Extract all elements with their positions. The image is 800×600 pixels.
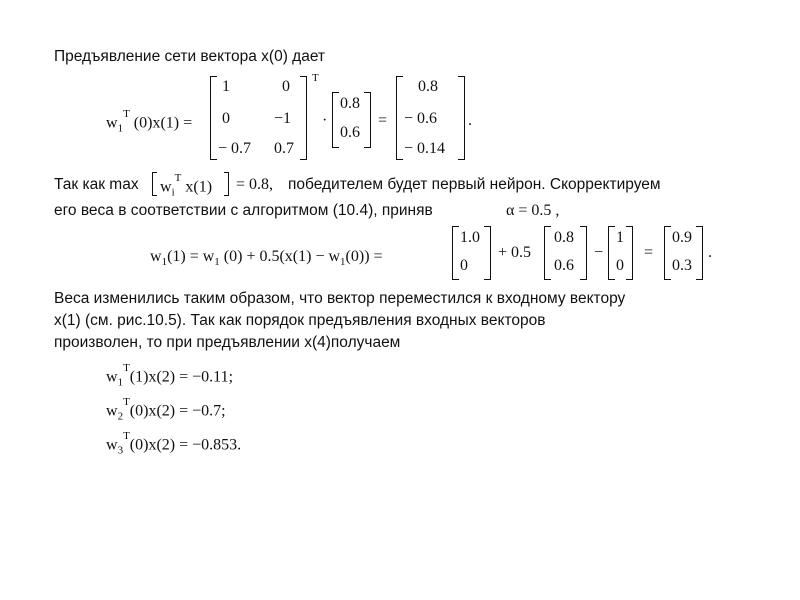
matrix-a-cell: − 0.7	[218, 140, 252, 157]
v2-left-bracket	[544, 226, 551, 280]
max-right-bracket	[224, 172, 229, 196]
v4-cell: 0.9	[672, 229, 692, 246]
vector-x-cell: 0.8	[340, 95, 360, 112]
paragraph-line: произволен, то при предъявлении x(4)получаем	[54, 334, 401, 351]
result-w: w	[106, 402, 118, 420]
line2-start: Так как max	[54, 176, 139, 193]
v1-left-bracket	[452, 226, 459, 280]
v4-left-bracket	[664, 226, 671, 280]
period-2: .	[708, 244, 712, 261]
matrix-a-cell: 0	[222, 110, 230, 127]
v1-cell: 1.0	[460, 229, 480, 246]
eq1-lhs: $w_1^T$ (0)x(1) =	[106, 108, 193, 135]
result-cell: − 0.6	[404, 110, 438, 127]
result-left-bracket	[396, 76, 403, 160]
transpose-superscript: T	[312, 72, 319, 84]
v2-cell: 0.8	[554, 229, 574, 246]
paragraph-line: Веса изменились таким образом, что вектор переместился к входному вектору	[54, 290, 626, 307]
v1-cell: 0	[460, 257, 468, 274]
vector-x-cell: 0.6	[340, 124, 360, 141]
result-sup: T	[123, 396, 130, 408]
result-w: w	[106, 368, 118, 386]
minus-sign: −	[594, 244, 604, 261]
result-right-bracket	[458, 76, 465, 160]
v2-cell: 0.6	[554, 257, 574, 274]
matrix-a-right-bracket	[300, 76, 307, 160]
max-left-bracket	[152, 172, 157, 196]
v4-cell: 0.3	[672, 257, 692, 274]
v3-cell: 0	[616, 257, 624, 274]
result-sub: 2	[117, 410, 124, 423]
matrix-a-cell: −1	[274, 110, 292, 127]
result-equation-1	[106, 362, 234, 389]
line3-text: его веса в соответствии с алгоритмом (10.4), приняв	[54, 202, 433, 219]
result-cell: 0.8	[418, 78, 438, 95]
v3-left-bracket	[608, 226, 615, 280]
matrix-a-cell: 0.7	[274, 140, 294, 157]
line2-end: победителем будет первый нейрон. Скорректируем	[288, 176, 661, 193]
result-sub: 1	[117, 376, 124, 389]
result-rest: (1)x(2) = −0.11;	[129, 368, 234, 386]
max-argument: $w_i^T$ x(1)	[160, 172, 213, 199]
intro-text: Предъявление сети вектора x(0) дает	[54, 48, 326, 65]
v3-cell: 1	[616, 229, 624, 246]
paragraph-line: x(1) (см. рис.10.5). Так как порядок предъявления входных векторов	[54, 312, 546, 329]
equals-sign-2: =	[644, 244, 654, 261]
v2-right-bracket	[580, 226, 587, 280]
result-sup: T	[123, 430, 130, 442]
eq2-lhs: $w_1(1) = w_1$ $(0) + 0.5(x(1) - w_1(0))$ =	[150, 248, 383, 269]
v1-right-bracket	[484, 226, 491, 280]
result-equation-3	[106, 430, 242, 457]
result-cell: − 0.14	[404, 140, 446, 157]
result-equation-2	[106, 396, 226, 423]
plus-half: + 0.5	[498, 244, 532, 261]
result-sub: 3	[117, 444, 124, 457]
result-rest: (0)x(2) = −0.7;	[129, 402, 226, 420]
v4-right-bracket	[696, 226, 703, 280]
result-rest: (0)x(2) = −0.853.	[129, 436, 242, 454]
vector-x-right-bracket	[364, 92, 371, 148]
matrix-a-cell: 0	[282, 78, 290, 95]
v3-right-bracket	[626, 226, 633, 280]
alpha-expression: α = 0.5 ,	[506, 202, 560, 219]
equals-sign: =	[378, 112, 388, 129]
result-w: w	[106, 436, 118, 454]
period: .	[468, 112, 472, 129]
max-value: = 0.8,	[236, 176, 274, 193]
vector-x-left-bracket	[332, 92, 339, 148]
dot-operator: ·	[322, 112, 328, 129]
matrix-a-cell: 1	[222, 78, 230, 95]
result-sup: T	[123, 362, 130, 374]
matrix-a-left-bracket	[210, 76, 217, 160]
